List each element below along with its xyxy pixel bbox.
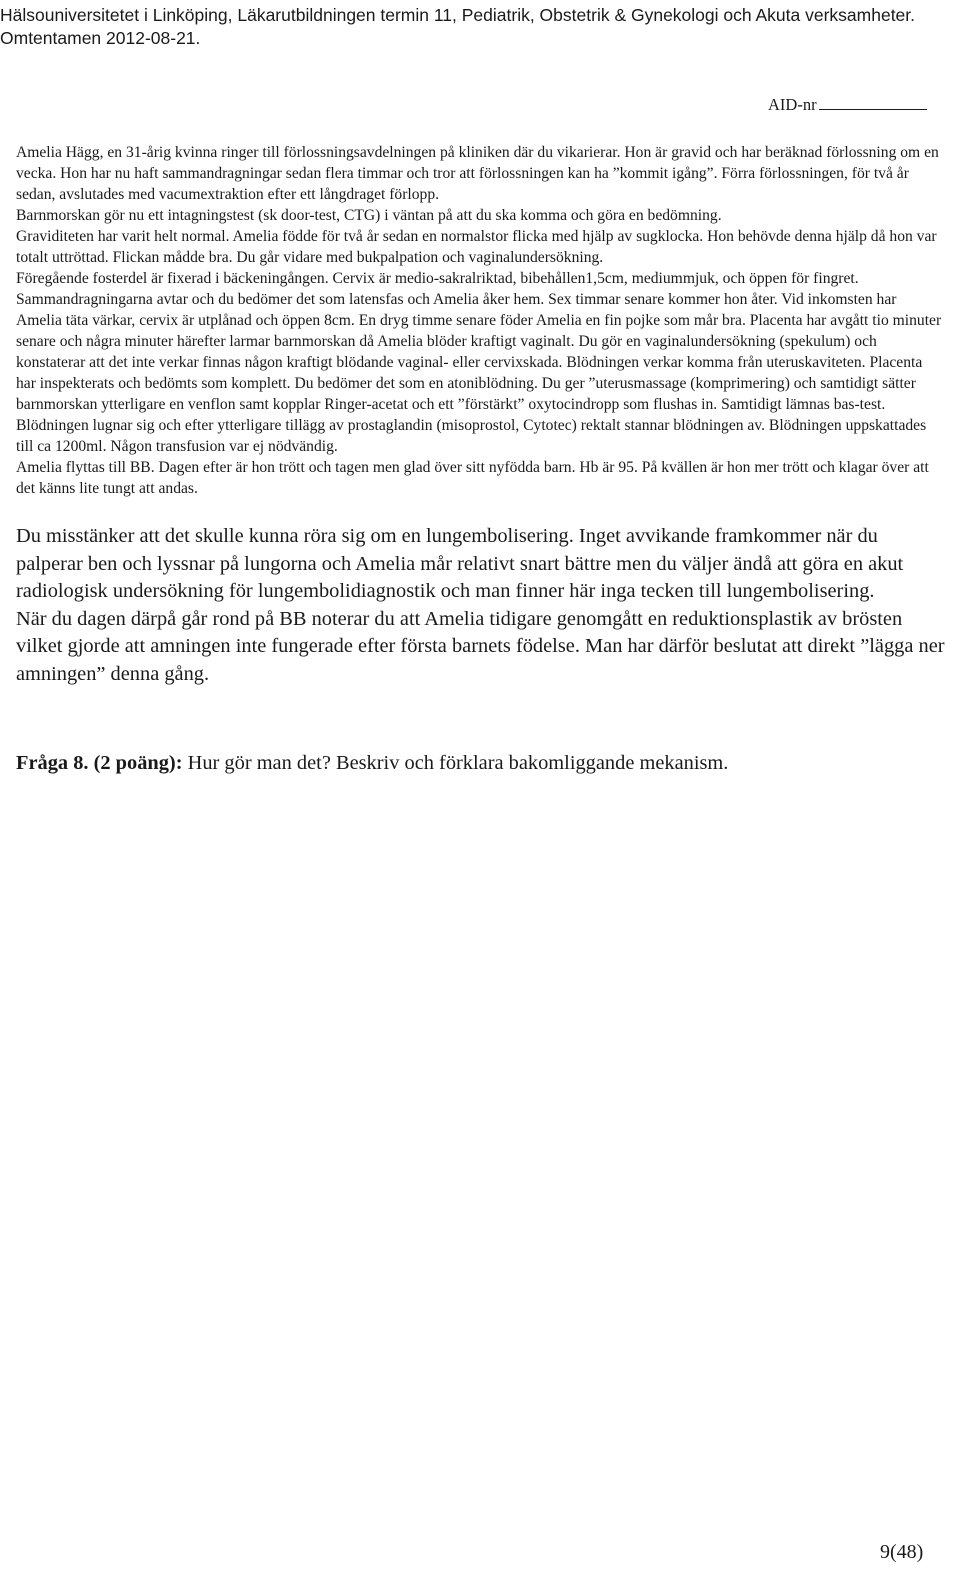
question-label: Fråga 8. (2 poäng): — [16, 752, 183, 774]
case-paragraph: Amelia Hägg, en 31-årig kvinna ringer till förlossningsavdelningen på kliniken där du vikarierar. Hon är gravid och har beräknad förlossning om en vecka. Hon har nu haft sammandragningar sedan flera timmar och tror att förlossningen kan ha ”kommit igång”. Förra förlossningen, för två år sedan, avslutades med vacumextraktion efter ett långdraget förlopp. — [16, 144, 939, 203]
aid-field — [768, 94, 927, 115]
case-continuation — [16, 523, 946, 689]
page-number: 9(48) — [880, 1541, 924, 1563]
aid-blank-line[interactable] — [819, 94, 927, 110]
header-exam-date: Omtentamen 2012-08-21. — [0, 28, 201, 48]
large-paragraph: Du misstänker att det skulle kunna röra sig om en lungembolisering. Inget avvikande framkommer när du palperar ben och lyssnar på lungorna och Amelia mår relativt snart bättre men du väljer ändå att göra en akut radiologisk undersökning för lungembolidiagnostik och man finner här inga tecken till lungembolisering. — [16, 525, 904, 603]
exam-header — [0, 4, 960, 50]
large-paragraph: När du dagen därpå går rond på BB noterar du att Amelia tidigare genomgått en reduktionsplastik av brösten vilket gjorde att amningen inte fungerade efter första barnets födelse. Man har därför beslutat att direkt ”lägga ner amningen” denna gång. — [16, 607, 945, 685]
case-paragraph: Föregående fosterdel är fixerad i bäckeningången. Cervix är medio-sakralriktad, bibehållen1,5cm, mediummjuk, och öppen för fingret. Sammandragningarna avtar och du bedömer det som latensfas och Amelia åker hem. Sex timmar senare kommer hon åter. Vid inkomsten har Amelia täta värkar, cervix är utplånad och öppen 8cm. En dryg timme senare föder Amelia en fin pojke som mår bra. Placenta har avgått tio minuter senare och några minuter härefter larmar barnmorskan då Amelia blöder kraftigt vaginalt. Du gör en vaginalundersökning (spekulum) och konstaterar att det inte verkar finnas någon kraftigt blödande vaginal- eller cervixskada. Blödningen verkar komma från uteruskaviteten. Placenta har inspekterats och bedömts som komplett. Du bedömer det som en atoniblödning. Du ger ”uterusmassage (komprimering) och samtidigt sätter barnmorskan ytterligare en venflon samt kopplar Ringer-acetat och ett ”förstärkt” oxytocindropp som flushas in. Samtidigt lämnas bas-test. Blödningen lugnar sig och efter ytterligare tillägg av prostaglandin (misoprostol, Cytotec) rektalt stannar blödningen av. Blödningen uppskattades till ca 1200ml. Någon transfusion var ej nödvändig. — [16, 270, 942, 455]
case-paragraph: Barnmorskan gör nu ett intagningstest (sk door-test, CTG) i väntan på att du ska komma och göra en bedömning. — [16, 207, 722, 224]
case-description — [16, 142, 944, 499]
question-text: Hur gör man det? Beskriv och förklara bakomliggande mekanism. — [182, 752, 729, 774]
question-8 — [16, 750, 946, 777]
aid-label: AID-nr — [768, 95, 817, 114]
header-institution: Hälsouniversitetet i Linköping, Läkarutbildningen termin 11, Pediatrik, Obstetrik & Gynekologi och Akuta verksamheter. — [0, 5, 916, 25]
case-paragraph: Graviditeten har varit helt normal. Amelia födde för två år sedan en normalstor flicka med hjälp av sugklocka. Hon behövde denna hjälp då hon var totalt uttröttad. Flickan mådde bra. Du går vidare med bukpalpation och vaginalundersökning. — [16, 228, 937, 266]
case-paragraph: Amelia flyttas till BB. Dagen efter är hon trött och tagen men glad över sitt nyfödda barn. Hb är 95. På kvällen är hon mer trött och klagar över att det känns lite tungt att andas. — [16, 459, 929, 497]
